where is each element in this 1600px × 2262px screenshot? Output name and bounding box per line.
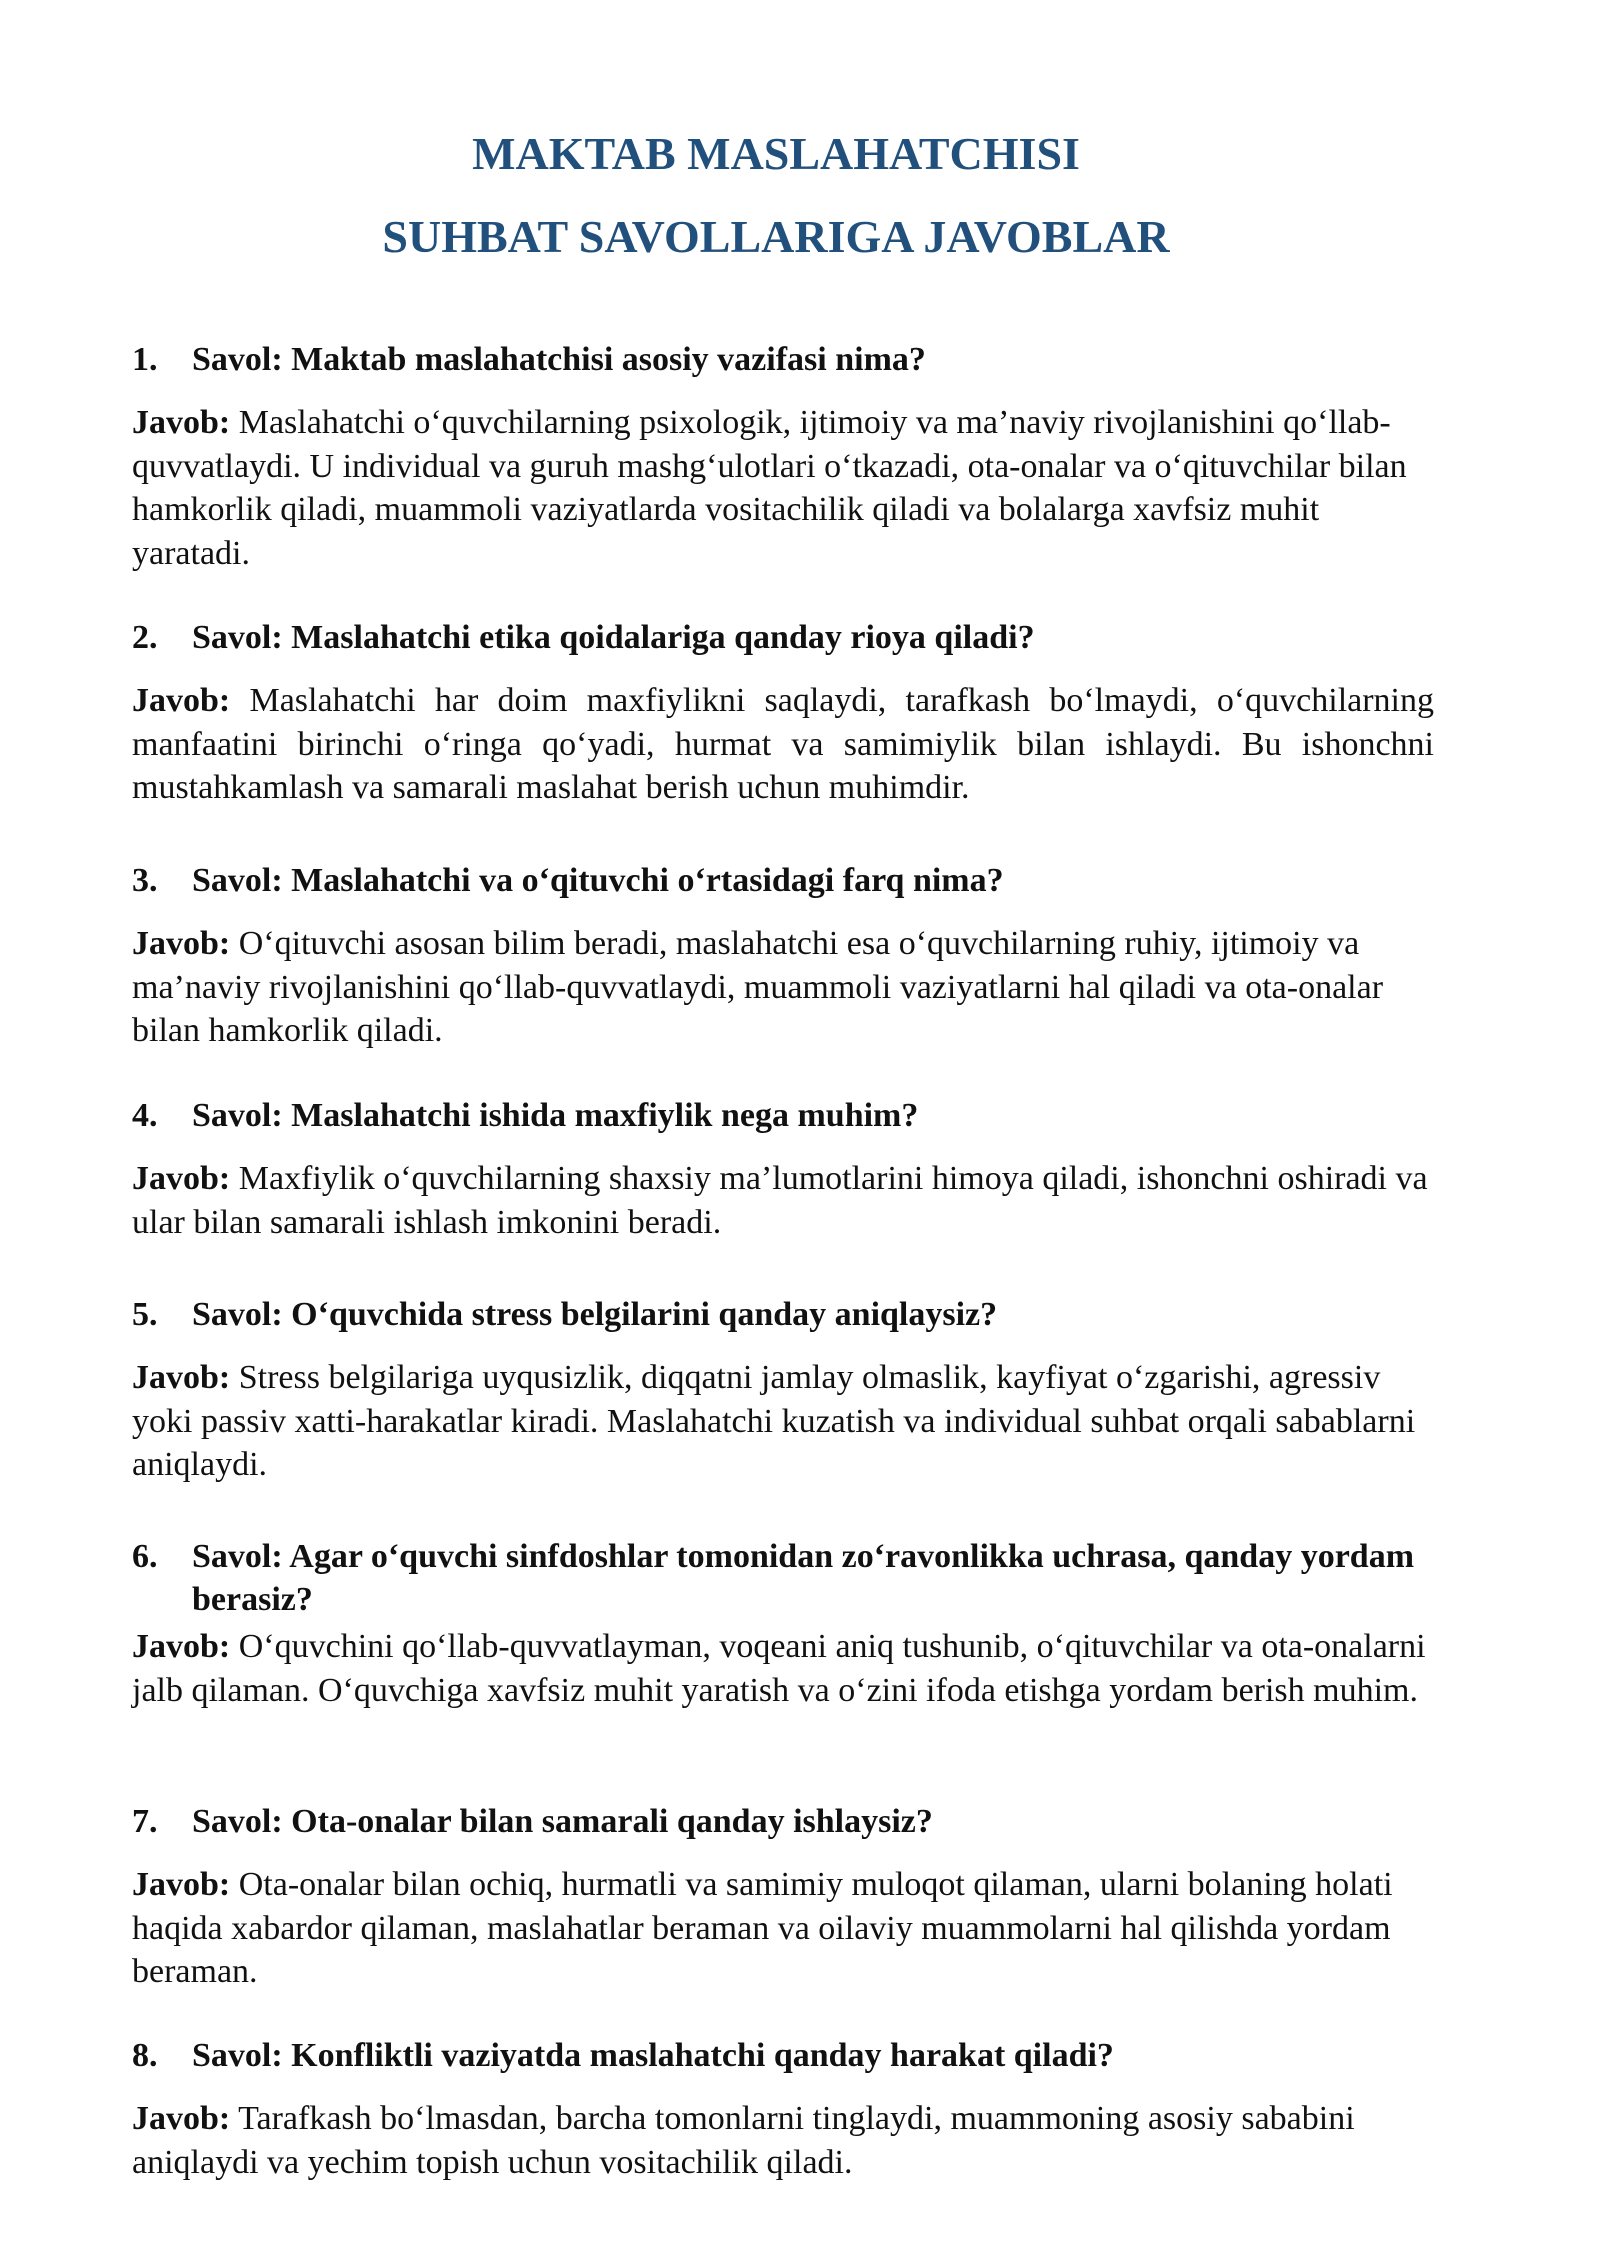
question-number: 3. — [132, 862, 158, 899]
question-2 — [132, 616, 1434, 659]
answer-label: Javob: — [132, 1160, 231, 1197]
answer-text: O‘qituvchi asosan bilim beradi, maslahatchi esa o‘quvchilarning ruhiy, ijtimoiy va ma’naviy rivojlanishini qo‘llab-quvvatlaydi, muammoli vaziyatlarni hal qiladi va ota-onalar bilan hamkorlik qiladi. — [132, 925, 1384, 1049]
answer-label: Javob: — [132, 682, 231, 719]
answer-label: Javob: — [132, 404, 231, 441]
qa-item-1 — [132, 338, 1434, 575]
question-3 — [132, 859, 1434, 902]
question-text: Savol: Maslahatchi etika qoidalariga qanday rioya qiladi? — [192, 619, 1035, 656]
qa-item-4 — [132, 1094, 1434, 1244]
question-number: 2. — [132, 619, 158, 656]
question-text: Savol: Maslahatchi va o‘qituvchi o‘rtasidagi farq nima? — [192, 862, 1004, 899]
answer-4 — [132, 1157, 1434, 1244]
question-7 — [132, 1800, 1434, 1843]
question-8 — [132, 2034, 1434, 2077]
question-text: Savol: Konfliktli vaziyatda maslahatchi qanday harakat qiladi? — [192, 2037, 1114, 2074]
answer-7 — [132, 1863, 1434, 1994]
answer-text: Maxfiylik o‘quvchilarning shaxsiy ma’lumotlarini himoya qiladi, ishonchni oshiradi va ular bilan samarali ishlash imkonini beradi. — [132, 1160, 1428, 1241]
answer-8 — [132, 2097, 1434, 2184]
question-text: Savol: O‘quvchida stress belgilarini qanday aniqlaysiz? — [192, 1296, 998, 1333]
question-number: 4. — [132, 1097, 158, 1134]
answer-text: Stress belgilariga uyqusizlik, diqqatni jamlay olmaslik, kayfiyat o‘zgarishi, agressiv yoki passiv xatti-harakatlar kiradi. Maslahatchi kuzatish va individual suhbat orqali sabablarni aniqlaydi. — [132, 1359, 1416, 1483]
question-number: 7. — [132, 1803, 158, 1840]
title-line-1: MAKTAB MASLAHATCHISI — [472, 128, 1080, 179]
question-1 — [132, 338, 1434, 381]
question-text: Savol: Maslahatchi ishida maxfiylik nega muhim? — [192, 1097, 919, 1134]
answer-label: Javob: — [132, 925, 231, 962]
qa-item-3 — [132, 859, 1434, 1053]
answer-label: Javob: — [132, 1866, 231, 1903]
question-6 — [132, 1535, 1434, 1621]
qa-item-5 — [132, 1293, 1434, 1487]
answer-3 — [132, 922, 1434, 1053]
question-number: 6. — [132, 1538, 158, 1575]
qa-item-2 — [132, 616, 1434, 810]
question-4 — [132, 1094, 1434, 1137]
question-text: Savol: Maktab maslahatchisi asosiy vazifasi nima? — [192, 341, 926, 378]
answer-text: Ota-onalar bilan ochiq, hurmatli va samimiy muloqot qilaman, ularni bolaning holati haqida xabardor qilaman, maslahatlar beraman va oilaviy muammolarni hal qilishda yordam beraman. — [132, 1866, 1393, 1990]
answer-text: Tarafkash bo‘lmasdan, barcha tomonlarni tinglaydi, muammoning asosiy sababini aniqlaydi va yechim topish uchun vositachilik qiladi. — [132, 2100, 1355, 2181]
qa-item-7 — [132, 1800, 1434, 1994]
answer-2 — [132, 679, 1434, 810]
answer-1 — [132, 401, 1434, 575]
qa-item-8 — [132, 2034, 1434, 2184]
question-number: 1. — [132, 341, 158, 378]
qa-item-6 — [132, 1535, 1434, 1712]
answer-5 — [132, 1356, 1434, 1487]
title-line-2: SUHBAT SAVOLLARIGA JAVOBLAR — [382, 211, 1170, 262]
answer-text: Maslahatchi har doim maxfiylikni saqlaydi, tarafkash bo‘lmaydi, o‘quvchilarning manfaatini birinchi o‘ringa qo‘yadi, hurmat va samimiylik bilan ishlaydi. Bu ishonchni mustahkamlash va samarali maslahat berish uchun muhimdir. — [132, 682, 1435, 806]
answer-label: Javob: — [132, 1628, 231, 1665]
question-number: 5. — [132, 1296, 158, 1333]
answer-label: Javob: — [132, 1359, 231, 1396]
answer-6 — [132, 1625, 1434, 1712]
question-5 — [132, 1293, 1434, 1336]
answer-text: Maslahatchi o‘quvchilarning psixologik, ijtimoiy va ma’naviy rivojlanishini qo‘llab-quvvatlaydi. U individual va guruh mashg‘ulotlari o‘tkazadi, ota-onalar va o‘qituvchilar bilan hamkorlik qiladi, muammoli vaziyatlarda vositachilik qiladi va bolalarga xavfsiz muhit yaratadi. — [132, 404, 1407, 572]
question-text: Savol: Agar o‘quvchi sinfdoshlar tomonidan zo‘ravonlikka uchrasa, qanday yordam berasiz? — [192, 1538, 1415, 1618]
question-text: Savol: Ota-onalar bilan samarali qanday ishlaysiz? — [192, 1803, 933, 1840]
answer-text: O‘quvchini qo‘llab-quvvatlayman, voqeani aniq tushunib, o‘qituvchilar va ota-onalarni jalb qilaman. O‘quvchiga xavfsiz muhit yaratish va o‘zini ifoda etishga yordam berish muhim. — [132, 1628, 1426, 1709]
question-number: 8. — [132, 2037, 158, 2074]
answer-label: Javob: — [132, 2100, 231, 2137]
